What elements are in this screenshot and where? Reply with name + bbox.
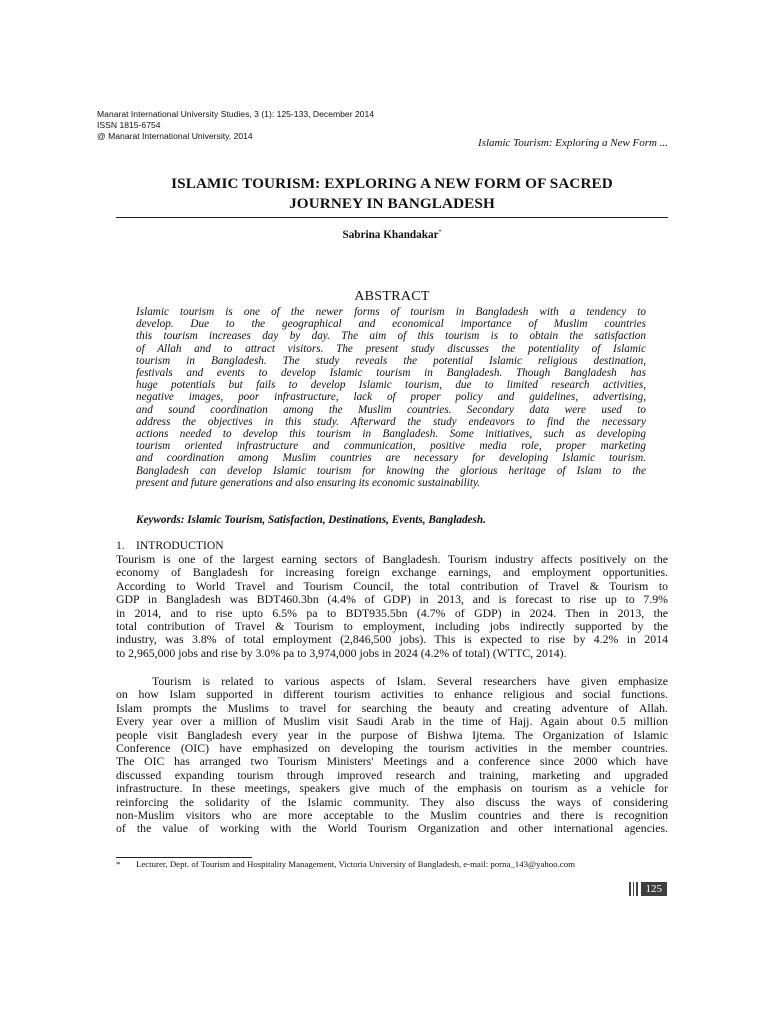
keywords: Keywords: Islamic Tourism, Satisfaction, Destinations, Events, Bangladesh. [136, 514, 486, 526]
intro-paragraph-2 [116, 675, 668, 836]
author-footnote-mark: * [438, 229, 442, 236]
section-number: 1. [116, 539, 125, 552]
issn: ISSN 1815-6754 [97, 120, 161, 131]
page-bar [636, 882, 638, 896]
page-bar [629, 882, 631, 896]
page-number: 125 [641, 882, 668, 896]
paper-title-line-2: JOURNEY IN BANGLADESH [289, 195, 495, 212]
copyright: @ Manarat International University, 2014 [97, 131, 253, 142]
body-line: Islam prompts the Muslims to travel for searching the beauty and creating adventure of Allah. [116, 700, 668, 715]
body-line: on how Islam supported in different tourism activities to enhance religious and social functions. [116, 687, 668, 702]
body-line: in 2014, and to rise upto 6.5% pa to BDT935.5bn (4.7% of GDP) in 2024. Then in 2013, the [116, 605, 668, 620]
abstract-line: Islamic tourism is one of the newer forms of tourism in Bangladesh with a tendency to [136, 306, 646, 318]
page-number-block [629, 882, 667, 896]
abstract-line: tourism in Bangladesh. The study reveals the potential Islamic religious destination, [136, 354, 646, 367]
abstract-line: and sound coordination among the Muslim countries. Secondary data were used to [136, 403, 646, 416]
section-title: INTRODUCTION [136, 539, 224, 552]
body-line: total contribution of Travel & Tourism to employment, including jobs indirectly supported by the [116, 619, 668, 634]
author-line [116, 229, 668, 241]
section-heading-introduction [116, 539, 224, 552]
paper-title-line-1: ISLAMIC TOURISM: EXPLORING A NEW FORM OF SACRED [171, 175, 613, 192]
abstract-body [136, 306, 646, 489]
abstract-line: develop. Due to the geographical and economical importance of Muslim countries [136, 318, 646, 331]
body-line: economy of Bangladesh for increasing foreign exchange earnings, and employment opportunities. [116, 565, 668, 580]
body-line: According to World Travel and Tourism Council, the total contribution of Travel & Tourism to [116, 578, 668, 593]
body-line: reinforcing the solidarity of the Islamic community. They also discuss the ways of considering [116, 794, 668, 809]
abstract-line: negative images, poor infrastructure, lack of proper policy and guidelines, advertising, [136, 391, 646, 404]
abstract-line: address the objectives in this study. Afterward the study endeavors to find the necessary [136, 415, 646, 428]
title-divider [116, 217, 668, 218]
abstract-heading: ABSTRACT [354, 289, 430, 304]
body-line: GDP in Bangladesh was BDT460.3bn (4.4% of GDP) in 2013, and is forecast to rise up to 7.9% [116, 592, 668, 607]
body-line: Tourism is related to various aspects of Islam. Several researchers have given emphasize [152, 674, 668, 688]
intro-paragraph-1 [116, 553, 668, 660]
author-name: Sabrina Khandakar [342, 229, 439, 241]
body-line: discussed expanding tourism through improved research and training, marketing and upgraded [116, 767, 668, 782]
abstract-line: Bangladesh can develop Islamic tourism for knowing the glorious heritage of Islam to the [136, 464, 646, 477]
page-bar [633, 882, 635, 896]
body-line: industry, was 3.8% of total employment (2,846,500 jobs). This is expected to rise by 4.2% in 2014 [116, 632, 668, 647]
footnote [116, 859, 575, 869]
paper-title [116, 174, 668, 214]
page-number-bars [629, 882, 638, 896]
body-line: The OIC has arranged two Tourism Ministers' Meetings and a conference since 2000 which have [116, 754, 668, 769]
abstract-line: festivals and events to develop Islamic tourism in Bangladesh. Though Bangladesh has [136, 367, 646, 380]
body-line: people visit Bangladesh every year in the purpose of Bishwa Ijtema. The Organization of Islamic [116, 727, 668, 742]
running-title: Islamic Tourism: Exploring a New Form ... [478, 137, 668, 149]
footnote-mark: * [116, 859, 121, 869]
abstract-line: huge potentials but fails to develop Islamic tourism, due to limited research activities, [136, 379, 646, 392]
journal-info [97, 109, 374, 143]
body-line: Conference (OIC) have emphasized on developing the tourism activities in the member countries. [116, 741, 668, 756]
body-line: infrastructure. In these meetings, speakers give much of the emphasis on tourism as a vehicle for [116, 781, 668, 796]
footnote-divider [116, 857, 252, 858]
abstract-line: and coordination among Muslim countries are necessary for developing Islamic tourism. [136, 452, 646, 465]
footnote-text: Lecturer, Dept. of Tourism and Hospitality Management, Victoria University of Bangladesh, e-mail: porna_143@yahoo.com [136, 859, 575, 869]
body-line: Tourism is one of the largest earning sectors of Bangladesh. Tourism industry affects positively on the [116, 552, 668, 566]
abstract-line: this tourism increases day by day. The aim of this tourism is to obtain the satisfaction [136, 330, 646, 343]
body-line: to 2,965,000 jobs and rise by 3.0% pa to 3,974,000 jobs in 2024 (4.2% of total) (WTTC, 2014). [116, 645, 567, 660]
body-line: Every year over a million of Muslim visit Saudi Arab in the time of Hajj. Again about 0.5 million [116, 714, 668, 729]
abstract-line: tourism oriented infrastructure and communication, positive media role, proper marketing [136, 440, 646, 453]
abstract-line: present and future generations and also ensuring its economic sustainability. [136, 476, 481, 489]
body-line: non-Muslim visitors who are more acceptable to the Muslim countries and there is recognition [116, 808, 668, 823]
abstract-line: actions needed to develop this tourism in Bangladesh. Some initiatives, such as developing [136, 428, 646, 441]
journal-citation: Manarat International University Studies, 3 (1): 125-133, December 2014 [97, 109, 375, 119]
body-line: of the value of working with the World Tourism Organization and other international agencies. [116, 821, 668, 836]
abstract-line: of Allah and to attract visitors. The present study discusses the potentiality of Islamic [136, 342, 646, 355]
